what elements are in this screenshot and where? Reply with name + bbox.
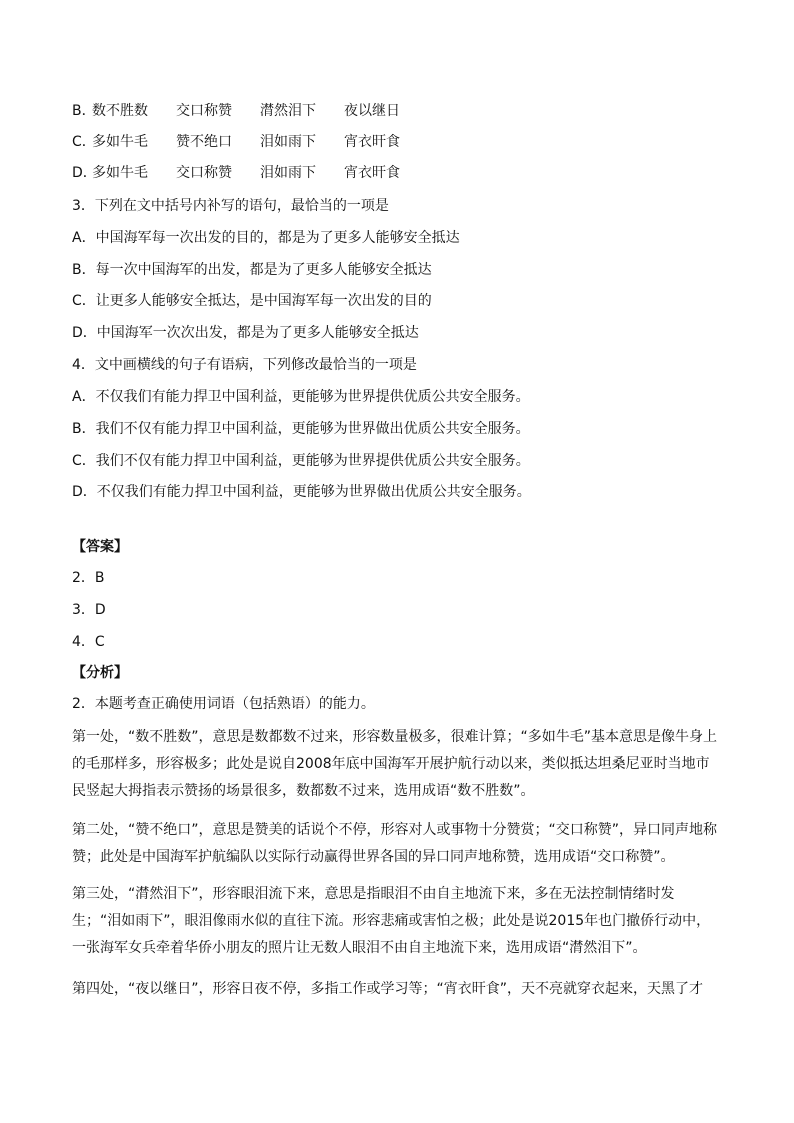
q2-option-d — [72, 163, 428, 183]
q3-option-a: A．中国海军每一次出发的目的，都是为了更多人能够安全抵达 — [72, 230, 460, 246]
q2-option-c — [72, 132, 428, 152]
q3-option-d: D．中国海军一次次出发，都是为了更多人能够安全抵达 — [72, 325, 419, 341]
option-word: 多如牛毛 — [92, 134, 148, 150]
option-word: 泪如雨下 — [260, 165, 316, 181]
analysis-paragraph-1: 第一处，“数不胜数”，意思是数都数不过来，形容数量极多，很难计算；“多如牛毛”基本意思是像牛身上的毛那样多，形容极多；此处是说自2008年底中国海军开展护航行动以来，类似抵达坦桑尼亚时当地市民竖起大拇指表示赞扬的场景很多，数都数不过来，选用成语“数不胜数”。 — [72, 729, 718, 799]
option-letter: B． — [72, 103, 96, 119]
q2-option-b — [72, 101, 428, 121]
q4-option-d: D．不仅我们有能力捍卫中国利益，更能够为世界做出优质公共安全服务。 — [72, 484, 531, 500]
option-letter: C． — [72, 134, 96, 150]
answer-heading: 【答案】 — [72, 539, 128, 555]
q3-option-b: B．每一次中国海军的出发，都是为了更多人能够安全抵达 — [72, 262, 432, 278]
option-word: 潸然泪下 — [260, 103, 316, 119]
q3-option-c: C．让更多人能够安全抵达，是中国海军每一次出发的目的 — [72, 293, 432, 309]
option-word: 宵衣旰食 — [344, 165, 400, 181]
q4-option-c: C．我们不仅有能力捍卫中国利益，更能够为世界提供优质公共安全服务。 — [72, 453, 530, 469]
q4-option-b: B．我们不仅有能力捍卫中国利益，更能够为世界做出优质公共安全服务。 — [72, 421, 530, 437]
analysis-paragraph-4: 第四处，“夜以继日”，形容日夜不停，多指工作或学习等；“宵衣旰食”，天不亮就穿衣起来，天黑了才 — [72, 981, 704, 997]
option-word: 交口称赞 — [176, 165, 232, 181]
option-word: 夜以继日 — [344, 103, 400, 119]
analysis-paragraph-2: 第二处，“赞不绝口”，意思是赞美的话说个不停，形容对人或事物十分赞赏；“交口称赞”，异口同声地称赞；此处是中国海军护航编队以实际行动赢得世界各国的异口同声地称赞，选用成语“交口称赞”。 — [72, 822, 718, 865]
analysis-paragraph-3: 第三处，“潸然泪下”，形容眼泪流下来，意思是指眼泪不由自主地流下来，多在无法控制情绪时发生；“泪如雨下”，眼泪像雨水似的直往下流。形容悲痛或害怕之极；此处是说2015年也门撤侨行动中，一张海军女兵牵着华侨小朋友的照片让无数人眼泪不由自主地流下来，选用成语“潸然泪下”。 — [72, 886, 711, 956]
option-word: 数不胜数 — [92, 103, 148, 119]
analysis-heading: 【分析】 — [72, 665, 128, 681]
option-word: 赞不绝口 — [176, 134, 232, 150]
q4-option-a: A．不仅我们有能力捍卫中国利益，更能够为世界提供优质公共安全服务。 — [72, 389, 530, 405]
option-word: 多如牛毛 — [92, 165, 148, 181]
option-letter: D． — [72, 165, 97, 181]
answer-item: 3．D — [72, 602, 106, 618]
q4-stem: 4．文中画横线的句子有语病，下列修改最恰当的一项是 — [72, 357, 417, 373]
option-word: 宵衣旰食 — [344, 134, 400, 150]
analysis-intro: 2．本题考查正确使用词语（包括熟语）的能力。 — [72, 696, 375, 712]
option-word: 交口称赞 — [176, 103, 232, 119]
answer-item: 2．B — [72, 570, 105, 586]
answer-item: 4．C — [72, 634, 105, 650]
option-word: 泪如雨下 — [260, 134, 316, 150]
q3-stem: 3．下列在文中括号内补写的语句，最恰当的一项是 — [72, 198, 389, 214]
